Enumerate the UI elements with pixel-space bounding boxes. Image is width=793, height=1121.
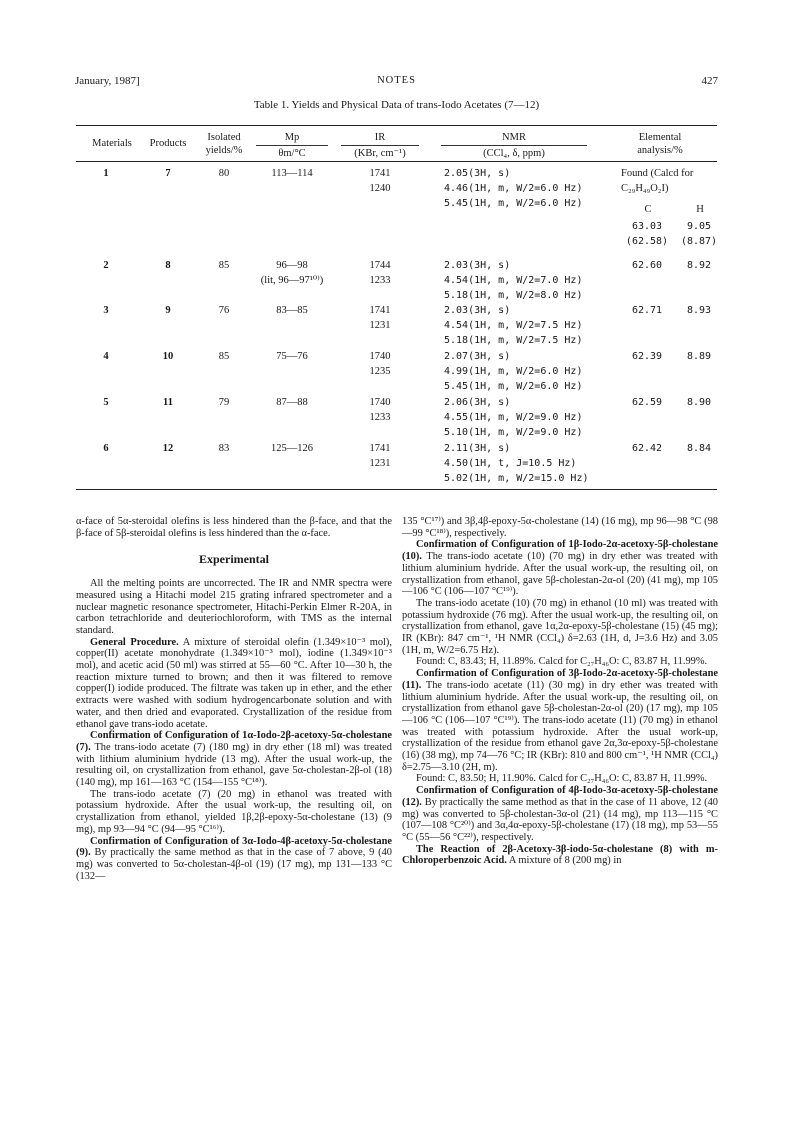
- run-in-heading: General Procedure.: [90, 636, 179, 648]
- page-number: 427: [701, 75, 718, 87]
- yield-value: 80: [218, 168, 230, 179]
- product-number: 9: [165, 305, 171, 316]
- nmr-signal: 5.02(1H, m, W/2=15.0 Hz): [444, 473, 589, 485]
- ir-value: 1741: [369, 168, 391, 179]
- product-number: 11: [163, 397, 173, 408]
- body-paragraph: [402, 516, 718, 539]
- nmr-signal: 4.54(1H, m, W/2=7.5 Hz): [444, 320, 583, 332]
- nmr-signal: 2.03(3H, s): [444, 260, 511, 271]
- nmr-signal: 5.45(1H, m, W/2=6.0 Hz): [444, 198, 583, 210]
- material-number: 2: [103, 260, 109, 271]
- body-paragraph: [76, 637, 392, 731]
- body-paragraph: [76, 578, 392, 637]
- nmr-signal: 2.07(3H, s): [444, 351, 511, 362]
- nmr-signal: 4.54(1H, m, W/2=7.0 Hz): [444, 275, 583, 287]
- nmr-signal: 4.99(1H, m, W/2=6.0 Hz): [444, 366, 583, 378]
- nmr-signal: 4.55(1H, m, W/2=9.0 Hz): [444, 412, 583, 424]
- product-number: 10: [162, 351, 174, 362]
- nmr-signal: 5.45(1H, m, W/2=6.0 Hz): [444, 381, 583, 393]
- header-elem-line1: Elemental: [638, 132, 682, 143]
- nmr-signal: 5.10(1H, m, W/2=9.0 Hz): [444, 427, 583, 439]
- analysis-c-value: 62.42: [631, 443, 663, 454]
- header-ir-line2: (KBr, cm⁻¹): [341, 145, 419, 160]
- header-products: Products: [149, 138, 187, 149]
- ir-value: 1231: [369, 458, 391, 470]
- run-in-heading: Confirmation of Configuration of 1α-Iodo-2β-acetoxy-5α-cholestane (7).: [76, 730, 392, 753]
- intro-paragraph: [76, 516, 392, 539]
- ir-value: 1235: [369, 366, 391, 378]
- paragraph-text: All the melting points are uncorrected. The IR and NMR spectra were measured using a Hitachi model 215 grating infrared spectrometer and a nuclear magnetic resonance spectrometer, Hitachi-Perkin Elmer R-20A, in carbon tetrachloride and deuteriochloroform, with TMS as the internal standard.: [76, 578, 392, 636]
- nmr-signal: 2.03(3H, s): [444, 305, 511, 316]
- product-number: 12: [162, 443, 174, 454]
- analysis-h-value: 8.90: [686, 397, 712, 408]
- yield-value: 83: [218, 443, 230, 454]
- section-heading-experimental: Experimental: [199, 552, 269, 567]
- paragraph-text: By practically the same method as that in the case of 7 above, 9 (40 mg) was converted to 5α-cholestan-4β-ol (19) (17 mg), mp 131—133 °C (132—: [76, 847, 392, 882]
- yield-value: 76: [218, 305, 230, 316]
- analysis-h-value: 8.89: [686, 351, 712, 362]
- analysis-h-value: 8.84: [686, 443, 712, 454]
- header-nmr-line1: NMR: [502, 132, 526, 143]
- table-top-rule: [76, 125, 717, 126]
- yield-value: 79: [218, 397, 230, 408]
- analysis-note: C₂₉H₄₉O₂I): [621, 183, 669, 195]
- header-nmr: [441, 131, 587, 160]
- left-column: [76, 516, 392, 882]
- analysis-c-value: 62.60: [631, 260, 663, 271]
- analysis-c-value: 62.71: [631, 305, 663, 316]
- run-in-heading: The Reaction of 2β-Acetoxy-3β-iodo-5α-cholestane (8) with m-Chloroperbenzoic Acid.: [402, 843, 718, 867]
- table-header-rule: [76, 161, 717, 162]
- header-mp-line2: θm/°C: [256, 145, 328, 160]
- ir-value: 1741: [369, 443, 391, 454]
- analysis-h-label: H: [696, 204, 704, 216]
- ir-value: 1740: [369, 351, 391, 362]
- analysis-h-value: 9.05: [686, 220, 712, 232]
- mp-value: 87—88: [276, 397, 308, 408]
- right-column: [402, 516, 718, 867]
- paragraph-text: 135 °C¹⁷⁾) and 3β,4β-epoxy-5α-cholestane (14) (16 mg), mp 96—98 °C (98—99 °C¹⁸⁾), respectively.: [402, 516, 718, 539]
- ir-value: 1233: [369, 275, 391, 287]
- ir-value: 1741: [369, 305, 391, 316]
- material-number: 5: [103, 397, 109, 408]
- paragraph-text: A mixture of 8 (200 mg) in: [506, 855, 622, 867]
- body-paragraph: [402, 785, 718, 844]
- ir-value: 1740: [369, 397, 391, 408]
- left-paragraphs: [76, 578, 392, 882]
- running-head-section: NOTES: [377, 75, 416, 86]
- material-number: 6: [103, 443, 109, 454]
- header-mp-line1: Mp: [284, 132, 300, 143]
- paragraph-text: Found: C, 83.50; H, 11.90%. Calcd for C₂₇H₄₆O: C, 83.87 H, 11.99%.: [416, 773, 708, 785]
- analysis-h-calcd: (8.87): [680, 235, 718, 247]
- right-paragraphs: [402, 516, 718, 867]
- nmr-signal: 5.18(1H, m, W/2=7.5 Hz): [444, 335, 583, 347]
- header-elemental: [612, 131, 708, 157]
- run-in-heading: Confirmation of Configuration of 1β-Iodo-2α-acetoxy-5β-cholestane (10).: [402, 539, 718, 563]
- paragraph-text: A mixture of steroidal olefin (1.349×10⁻³ mol), copper(II) acetate monohydrate (1.349×10⁻³ mol), iodine (1.349×10⁻³ mol), and acetic acid (50 ml) was stirred at 55—60 °C. After 10—30 h, the reaction mixture turned to brown; and then it was filtered to remove copper(I) iodide produced. The filtrate was taken up in ether, and the ether extracts were washed with sodium hydrogencarbonate solution and with water, and then dried and evaporated. Crystallization of the residue from ethanol gave trans-iodo acetate.: [76, 636, 392, 730]
- nmr-signal: 2.05(3H, s): [444, 168, 511, 179]
- mp-value: 83—85: [276, 305, 308, 316]
- header-yields: [196, 131, 252, 157]
- body-paragraph: [402, 598, 718, 657]
- header-nmr-line2: (CCl₄, δ, ppm): [441, 145, 587, 160]
- analysis-h-value: 8.92: [686, 260, 712, 271]
- analysis-c-value: 63.03: [631, 220, 663, 232]
- ir-value: 1240: [369, 183, 391, 195]
- ir-value: 1233: [369, 412, 391, 424]
- header-ir-line1: IR: [374, 132, 386, 143]
- header-materials: Materials: [92, 138, 132, 149]
- nmr-signal: 4.46(1H, m, W/2=6.0 Hz): [444, 183, 583, 195]
- material-number: 3: [103, 305, 109, 316]
- material-number: 1: [103, 168, 109, 179]
- analysis-note: Found (Calcd for: [621, 168, 694, 179]
- yield-value: 85: [218, 260, 230, 271]
- analysis-c-value: 62.39: [631, 351, 663, 362]
- paragraph-text: The trans-iodo acetate (10) (70 mg) in dry ether was treated with lithium aluminium hydride. After the usual work-up, the resulting oil, on crystallization from ethanol, gave 5β-cholestan-2α-ol (20) (41 mg), mp 105—106 °C (106—107 °C¹⁹⁾).: [402, 551, 718, 598]
- analysis-c-value: 62.59: [631, 397, 663, 408]
- mp-value: 125—126: [271, 443, 313, 454]
- header-yields-line1: Isolated: [207, 132, 241, 143]
- mp-value: (lit, 96—97¹⁰⁾): [260, 275, 324, 287]
- analysis-h-value: 8.93: [686, 305, 712, 316]
- paragraph-text: The trans-iodo acetate (7) (20 mg) in ethanol was treated with potassium hydroxide. After the usual work-up, the resulting oil, on crystallization from ethanol, yielded 1β,2β-epoxy-5α-cholestane (13) (9 mg), mp 93—94 °C (94—95 °C¹⁶⁾).: [76, 788, 392, 835]
- body-paragraph: [402, 656, 718, 668]
- body-paragraph: [76, 836, 392, 883]
- paragraph-text: The trans-iodo acetate (7) (180 mg) in dry ether (18 ml) was treated with lithium aluminium hydride (13 mg). After the usual work-up, the resulting oil, on crystallization from ethanol, gave 5α-cholestan-2β-ol (18) (140 mg), mp 161—163 °C (154—155 °C¹⁸⁾).: [76, 741, 392, 789]
- body-paragraph: [76, 730, 392, 789]
- header-mp: [256, 131, 328, 160]
- paragraph-text: The trans-iodo acetate (11) (30 mg) in dry ether was treated with lithium aluminium hydride. After the usual work-up, the resulting oil, on crystallization from ethanol gave 5β-cholestan-2α-ol (20) (17 mg), mp 105—106 °C (106—107 °C¹⁹⁾). The trans-iodo acetate (11) (70 mg) in ethanol was treated with potassium hydroxide. After the usual work-up, crystallization of the residue from ethanol gave 2α,3α-epoxy-5β-cholestane (16) (38 mg), mp 74—76 °C; IR (KBr): 810 and 800 cm⁻¹, ¹H NMR (CCl₄) δ=2.75—3.10 (2H, m).: [402, 679, 718, 773]
- run-in-heading: Confirmation of Configuration of 3β-Iodo-2α-acetoxy-5β-cholestane (11).: [402, 668, 718, 691]
- paragraph-text: Found: C, 83.43; H, 11.89%. Calcd for C₂₇H₄₆O: C, 83.87 H, 11.99%.: [416, 656, 708, 668]
- analysis-c-label: C: [644, 204, 652, 216]
- body-paragraph: [402, 844, 718, 867]
- body-paragraph: [402, 539, 718, 598]
- intro-text: α-face of 5α-steroidal olefins is less hindered than the β-face, and that the β-face of 5β-steroidal olefins is less hindered than the α-face.: [76, 516, 392, 539]
- nmr-signal: 5.18(1H, m, W/2=8.0 Hz): [444, 290, 583, 302]
- mp-value: 75—76: [276, 351, 308, 362]
- ir-value: 1744: [369, 260, 391, 271]
- body-paragraph: [76, 789, 392, 836]
- ir-value: 1231: [369, 320, 391, 332]
- table-caption: Table 1. Yields and Physical Data of trans-Iodo Acetates (7—12): [253, 99, 540, 111]
- run-in-heading: Confirmation of Configuration of 4β-Iodo-3α-acetoxy-5β-cholestane (12).: [402, 785, 718, 808]
- running-head-date: January, 1987]: [75, 75, 140, 87]
- header-ir: [341, 131, 419, 160]
- mp-value: 113—114: [271, 168, 313, 179]
- paragraph-text: By practically the same method as that in the case of 11 above, 12 (40 mg) was converted to 5β-cholestan-3α-ol (21) (14 mg), mp 113—115 °C (107—108 °C²⁰⁾) and 3α,4α-epoxy-5β-cholestane (17) (18 mg), mp 53—55 °C (55—56 °C²²⁾), respectively.: [402, 796, 718, 843]
- product-number: 8: [165, 260, 171, 271]
- nmr-signal: 2.11(3H, s): [444, 443, 511, 454]
- analysis-c-calcd: (62.58): [625, 235, 669, 247]
- material-number: 4: [103, 351, 109, 362]
- mp-value: 96—98: [276, 260, 308, 271]
- paragraph-text: The trans-iodo acetate (10) (70 mg) in ethanol (10 ml) was treated with potassium hydroxide (76 mg). After the usual work-up, the resulting oil, on crystallization from ethanol, gave 1α,2α-epoxy-5β-cholestane (15) (45 mg); IR (KBr): 847 cm⁻¹, ¹H NMR (CCl₄) δ=2.63 (1H, d, J=3.6 Hz) and 3.05 (1H, m, W/2=6.75 Hz).: [402, 597, 718, 656]
- nmr-signal: 2.06(3H, s): [444, 397, 511, 408]
- yield-value: 85: [218, 351, 230, 362]
- table-bottom-rule: [76, 489, 717, 490]
- body-paragraph: [402, 773, 718, 785]
- header-yields-line2: yields/%: [205, 145, 243, 156]
- header-elem-line2: analysis/%: [637, 145, 683, 156]
- nmr-signal: 4.50(1H, t, J=10.5 Hz): [444, 458, 577, 470]
- run-in-heading: Confirmation of Configuration of 3α-Iodo-4β-acetoxy-5α-cholestane (9).: [76, 835, 392, 859]
- product-number: 7: [165, 168, 171, 179]
- body-paragraph: [402, 668, 718, 773]
